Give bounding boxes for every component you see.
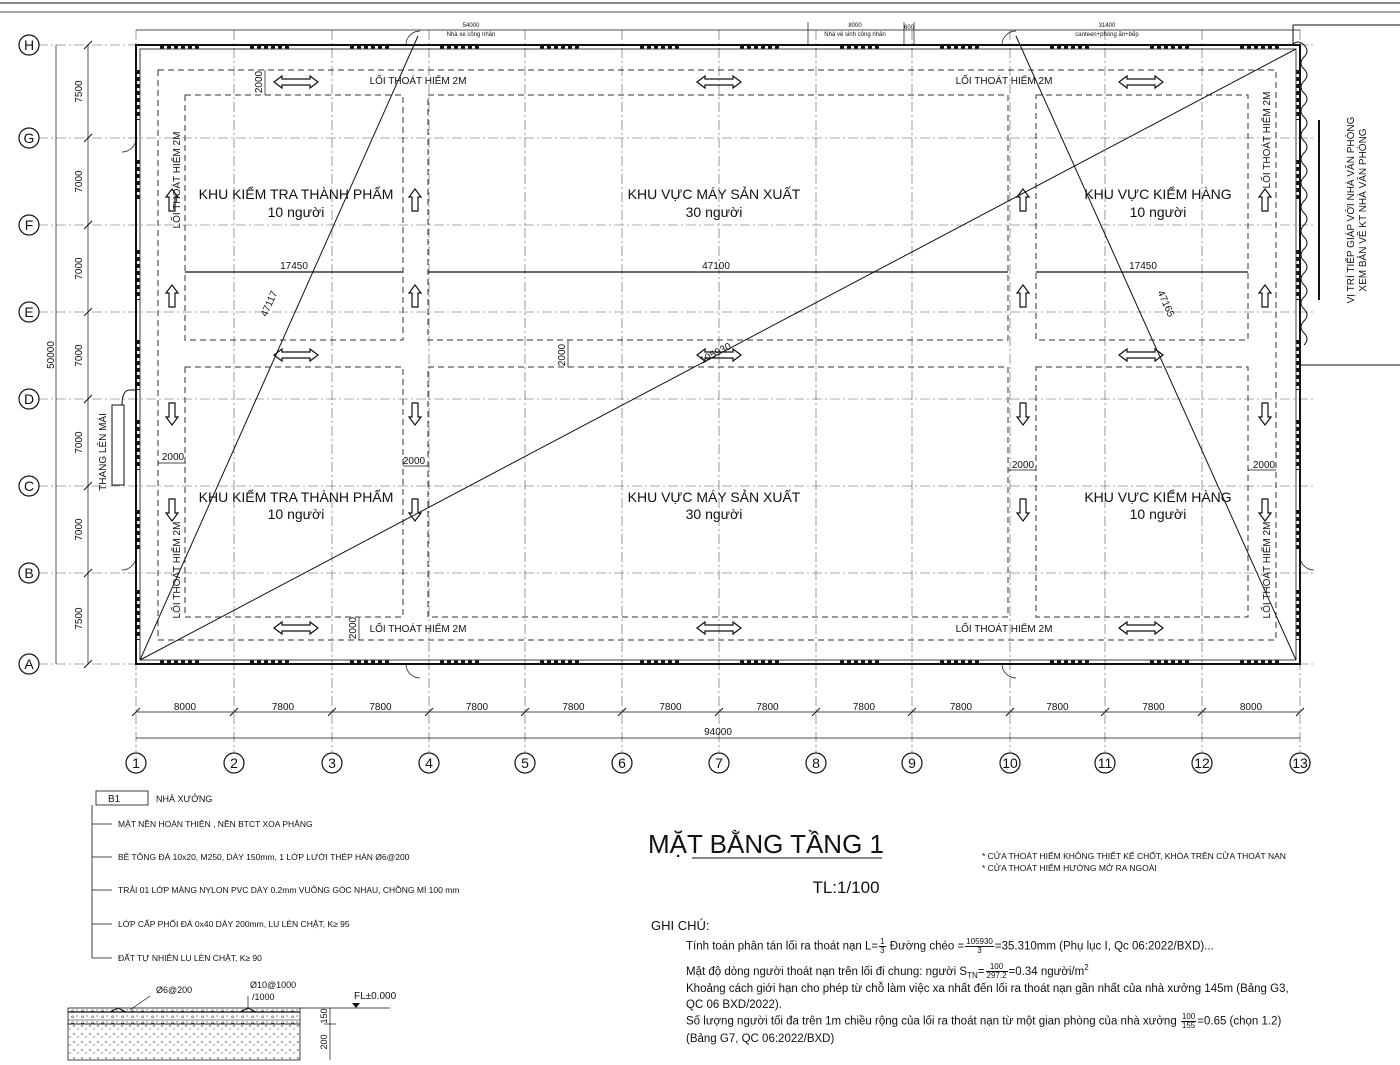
top-dim-1: 54000 <box>462 23 480 29</box>
zone-2-name: KHU VỰC MÁY SẢN XUẤT <box>627 186 801 202</box>
col-bubble-6 <box>612 753 632 773</box>
col-spacing: 7800 <box>465 702 489 713</box>
col-bubble-9 <box>902 753 922 773</box>
drawing-title: MẶT BẰNG TẦNG 1 <box>648 829 884 859</box>
row-bubble-A <box>19 654 39 674</box>
notes-heading: GHI CHÚ: <box>651 918 710 933</box>
col-bubble-label: 2 <box>230 755 238 771</box>
row-bubble-C <box>19 476 39 496</box>
row-bubble-label: A <box>24 656 34 672</box>
row-total: 50000 <box>46 341 57 369</box>
aisle-dim-3: 2000 <box>1011 460 1035 471</box>
arrow-up-icon <box>1017 189 1029 211</box>
diag-center-dim: 105930 <box>698 341 734 367</box>
door-note-1: * CỬA THOÁT HIỂM KHÔNG THIẾT KẾ CHỐT, KHÓA TRÊN CỬA THOÁT NẠN <box>982 851 1286 861</box>
legend-layer-4: LỚP CẤP PHỐI ĐÁ 0x40 DÀY 200mm, LU LÈN CHẶT, K≥ 95 <box>118 919 350 929</box>
row-spacing: 7500 <box>74 607 85 630</box>
legend-layer-5: ĐẤT TỰ NHIÊN LU LÈN CHẶT, K≥ 90 <box>118 953 262 963</box>
arrow-down-icon <box>409 403 421 425</box>
width-right: 17450 <box>1129 261 1157 272</box>
top-dim-4: 31400 <box>1098 23 1116 29</box>
top-dim-2: 8000 <box>848 23 862 29</box>
double-arrow-icon <box>274 76 318 88</box>
aisle-dim-4: 2000 <box>1252 460 1276 471</box>
grid-lines <box>38 30 1315 752</box>
aisle-dim-6: 2000 <box>557 343 568 367</box>
arrow-up-icon <box>409 285 421 307</box>
frac-3: $\frac{100}{297.2}$ <box>986 962 1007 981</box>
note-line-2: Mật độ dòng người thoát nạn trên lối đi chung: người $S_{TN}=$ $\frac{100}{297.2}$ =0.34 người/$m^2$ <box>686 962 1089 981</box>
col-bubble-label: 13 <box>1292 755 1308 771</box>
arrow-up-icon <box>409 189 421 211</box>
arrow-up-icon <box>1259 189 1271 211</box>
arrow-down-icon <box>409 499 421 521</box>
col-spacing: 7800 <box>949 702 973 713</box>
zone-3-name: KHU VỰC KIỂM HÀNG <box>1084 186 1232 202</box>
row-bubble-label: D <box>23 391 35 407</box>
row-bubble-H <box>19 35 39 55</box>
frac-2: $\frac{105930}{3}$ <box>966 937 993 955</box>
diag-left-dim: 47117 <box>259 289 281 319</box>
zone-5-name: KHU VỰC MÁY SẢN XUẤT <box>627 489 801 505</box>
frac-1: $\frac{1}{3}$ <box>880 937 885 955</box>
col-total: 94000 <box>704 727 732 738</box>
door-note-2: * CỬA THOÁT HIỂM HƯỚNG MỞ RA NGOÀI <box>982 863 1157 873</box>
section-rebar-2: Ø10@1000 <box>250 980 297 990</box>
frac-4: $\frac{100}{155}$ <box>1181 1012 1196 1030</box>
col-spacing: 8000 <box>1239 702 1263 713</box>
aisle-dim-7: 2000 <box>348 616 359 640</box>
col-spacing: 8000 <box>173 702 197 713</box>
double-arrow-icon <box>1119 349 1163 361</box>
zone-6-name: KHU VỰC KIỂM HÀNG <box>1084 489 1232 505</box>
zone-1-people: 10 người <box>267 204 325 220</box>
arrow-down-icon <box>1017 403 1029 425</box>
width-left: 17450 <box>280 261 308 272</box>
row-bubble-B <box>19 563 39 583</box>
row-spacing: 7000 <box>74 257 85 280</box>
row-bubble-D <box>19 389 39 409</box>
arrow-down-icon <box>1017 499 1029 521</box>
arrow-up-icon <box>1017 285 1029 307</box>
zone-4-people: 10 người <box>267 506 325 522</box>
floor-legend <box>92 791 148 958</box>
row-spacing: 7000 <box>74 431 85 454</box>
aisle-dim-2: 2000 <box>402 456 426 467</box>
aisle-dim-5: 2000 <box>254 70 265 94</box>
col-bubble-label: 7 <box>715 755 723 771</box>
office-note-1: VỊ TRÍ TIẾP GIÁP VỚI NHÀ VĂN PHÒNG <box>1346 116 1357 304</box>
column-dimensions <box>132 702 1304 738</box>
arrow-down-icon <box>1259 499 1271 521</box>
top-dim-3: 600 <box>903 25 915 31</box>
col-spacing: 7800 <box>369 702 392 713</box>
row-spacing: 7500 <box>74 80 85 103</box>
exit-label-top-left: LỐI THOÁT HIỂM 2M <box>369 76 467 87</box>
col-bubble-label: 5 <box>521 755 529 771</box>
legend-code: B1 <box>108 794 121 805</box>
exit-label-left-lower: LỐI THOÁT HIỂM 2M <box>172 521 183 619</box>
note-line-3: Khoảng cách giới hạn cho phép từ chỗ làm việc xa nhất đến lối ra thoát nạn gần nhất của nhà xưởng 145m (Bảng G3, <box>686 983 1289 995</box>
exit-label-bottom-right: LỐI THOÁT HIỂM 2M <box>955 624 1053 635</box>
legend-layer-1: MẶT NỀN HOÀN THIỆN , NỀN BTCT XOA PHẲNG <box>118 819 313 829</box>
arrow-up-icon <box>1259 285 1271 307</box>
legend-name: NHÀ XƯỞNG <box>156 794 213 804</box>
col-bubble-13 <box>1290 753 1310 773</box>
col-bubble-label: 11 <box>1097 755 1113 771</box>
row-bubble-label: E <box>24 304 34 320</box>
section-rebar-2b: /1000 <box>252 992 275 1002</box>
arrow-down-icon <box>1259 403 1271 425</box>
row-bubble-F <box>19 215 39 235</box>
section-rebar-1: Ø6@200 <box>156 985 193 995</box>
col-spacing: 7800 <box>1142 702 1165 713</box>
double-arrow-icon <box>1119 76 1163 88</box>
width-middle: 47100 <box>702 261 730 272</box>
col-bubble-12 <box>1192 753 1212 773</box>
row-spacing: 7000 <box>74 170 85 193</box>
col-bubble-label: 4 <box>425 755 433 771</box>
col-spacing: 7800 <box>852 702 876 713</box>
col-bubble-5 <box>515 753 535 773</box>
col-bubble-label: 12 <box>1194 755 1210 771</box>
double-arrow-icon <box>1119 622 1163 634</box>
legend-layer-3: TRẢI 01 LỚP MÀNG NYLON PVC DÀY 0.2mm VUÔNG GÓC NHAU, CHỒNG MÍ 100 mm <box>118 885 460 895</box>
col-bubble-4 <box>419 753 439 773</box>
row-bubble-G <box>19 128 39 148</box>
col-spacing: 7800 <box>1046 702 1069 713</box>
row-bubble-label: B <box>24 565 34 581</box>
col-spacing: 7800 <box>659 702 682 713</box>
row-spacing: 7000 <box>74 344 85 367</box>
col-bubble-label: 3 <box>328 755 336 771</box>
row-dimensions <box>46 41 92 668</box>
zone-3-people: 10 người <box>1129 204 1187 220</box>
arrow-down-icon <box>166 499 178 521</box>
col-bubble-2 <box>224 753 244 773</box>
col-bubble-10 <box>1000 753 1020 773</box>
zone-2-people: 30 người <box>685 204 743 220</box>
arrow-up-icon <box>166 285 178 307</box>
section-level: FL±0.000 <box>354 991 397 1002</box>
exit-label-right-upper: LỐI THOÁT HIỂM 2M <box>1262 91 1273 189</box>
row-bubble-label: G <box>23 130 35 146</box>
stair-label: THANG LÊN MÁI <box>98 413 109 491</box>
exit-label-top-right: LỐI THOÁT HIỂM 2M <box>955 76 1053 87</box>
column-grid-bubbles <box>126 753 1310 773</box>
note-line-4b: (Bảng G7, QC 06:2022/BXD) <box>686 1033 835 1045</box>
top-dim-2-label: Nhà vệ sinh công nhân <box>824 32 886 38</box>
arrow-down-icon <box>166 403 178 425</box>
zone-1-name: KHU KIỂM TRA THÀNH PHẨM <box>198 186 394 202</box>
top-dim-4-label: canteen+phòng ăn+bếp <box>1075 32 1139 38</box>
exit-label-right-lower: LỐI THOÁT HIỂM 2M <box>1262 521 1273 619</box>
col-bubble-label: 9 <box>908 755 916 771</box>
col-spacing: 7800 <box>271 702 295 713</box>
section-h2: 200 <box>319 1034 329 1050</box>
col-bubble-label: 10 <box>1002 755 1018 771</box>
row-bubble-label: H <box>23 37 35 53</box>
top-dim-1-label: Nhà xe công nhân <box>446 32 496 38</box>
drawing-scale: TL:1/100 <box>812 878 880 897</box>
note-line-4: Số lượng người tối đa trên 1m chiều rộng của lối ra thoát nạn từ một gian phòng của nhà xưởng $\frac{100}{155}$ =0.65 (chọn 1.2) <box>686 1012 1282 1030</box>
col-bubble-label: 6 <box>618 755 626 771</box>
floor-section-detail <box>68 996 390 1060</box>
note-line-3b: QC 06 BXD/2022). <box>686 999 782 1011</box>
exit-label-bottom-left: LỐI THOÁT HIỂM 2M <box>369 624 467 635</box>
col-spacing: 7800 <box>756 702 779 713</box>
row-bubble-E <box>19 302 39 322</box>
row-grid-bubbles <box>19 35 39 674</box>
diag-right-dim: 47165 <box>1154 289 1176 319</box>
zone-5-people: 30 người <box>685 506 743 522</box>
double-arrow-icon <box>274 349 318 361</box>
col-bubble-1 <box>126 753 146 773</box>
row-bubble-label: F <box>24 217 34 233</box>
exit-label-left-upper: LỐI THOÁT HIỂM 2M <box>172 131 183 229</box>
zone-6-people: 10 người <box>1129 506 1187 522</box>
row-spacing: 7000 <box>74 518 85 541</box>
col-bubble-11 <box>1095 753 1115 773</box>
row-bubble-label: C <box>23 478 35 494</box>
roof-stair <box>112 390 136 485</box>
section-h1: 150 <box>319 1008 329 1024</box>
col-bubble-label: 8 <box>812 755 820 771</box>
double-arrow-icon <box>274 622 318 634</box>
legend-layer-2: BÊ TÔNG ĐÁ 10x20, M250, DÀY 150mm, 1 LỚP LƯỚI THÉP HÀN Ø6@200 <box>118 852 410 862</box>
zone-4-name: KHU KIỂM TRA THÀNH PHẨM <box>198 489 394 505</box>
col-bubble-label: 1 <box>132 755 140 771</box>
col-bubble-3 <box>322 753 342 773</box>
note-line-1: Tính toán phân tán lối ra thoát nạn L= $\frac{1}{3}$ Đường chéo = $\frac{105930}{3}$ =35.310mm (Phụ lục I, Qc 06:2022/BXD)... <box>686 937 1214 955</box>
col-spacing: 7800 <box>562 702 585 713</box>
col-bubble-7 <box>709 753 729 773</box>
aisle-dim-1: 2000 <box>161 452 185 463</box>
col-bubble-8 <box>806 753 826 773</box>
office-note-2: XEM BẢN VẼ KT NHÀ VĂN PHÒNG <box>1358 128 1369 292</box>
